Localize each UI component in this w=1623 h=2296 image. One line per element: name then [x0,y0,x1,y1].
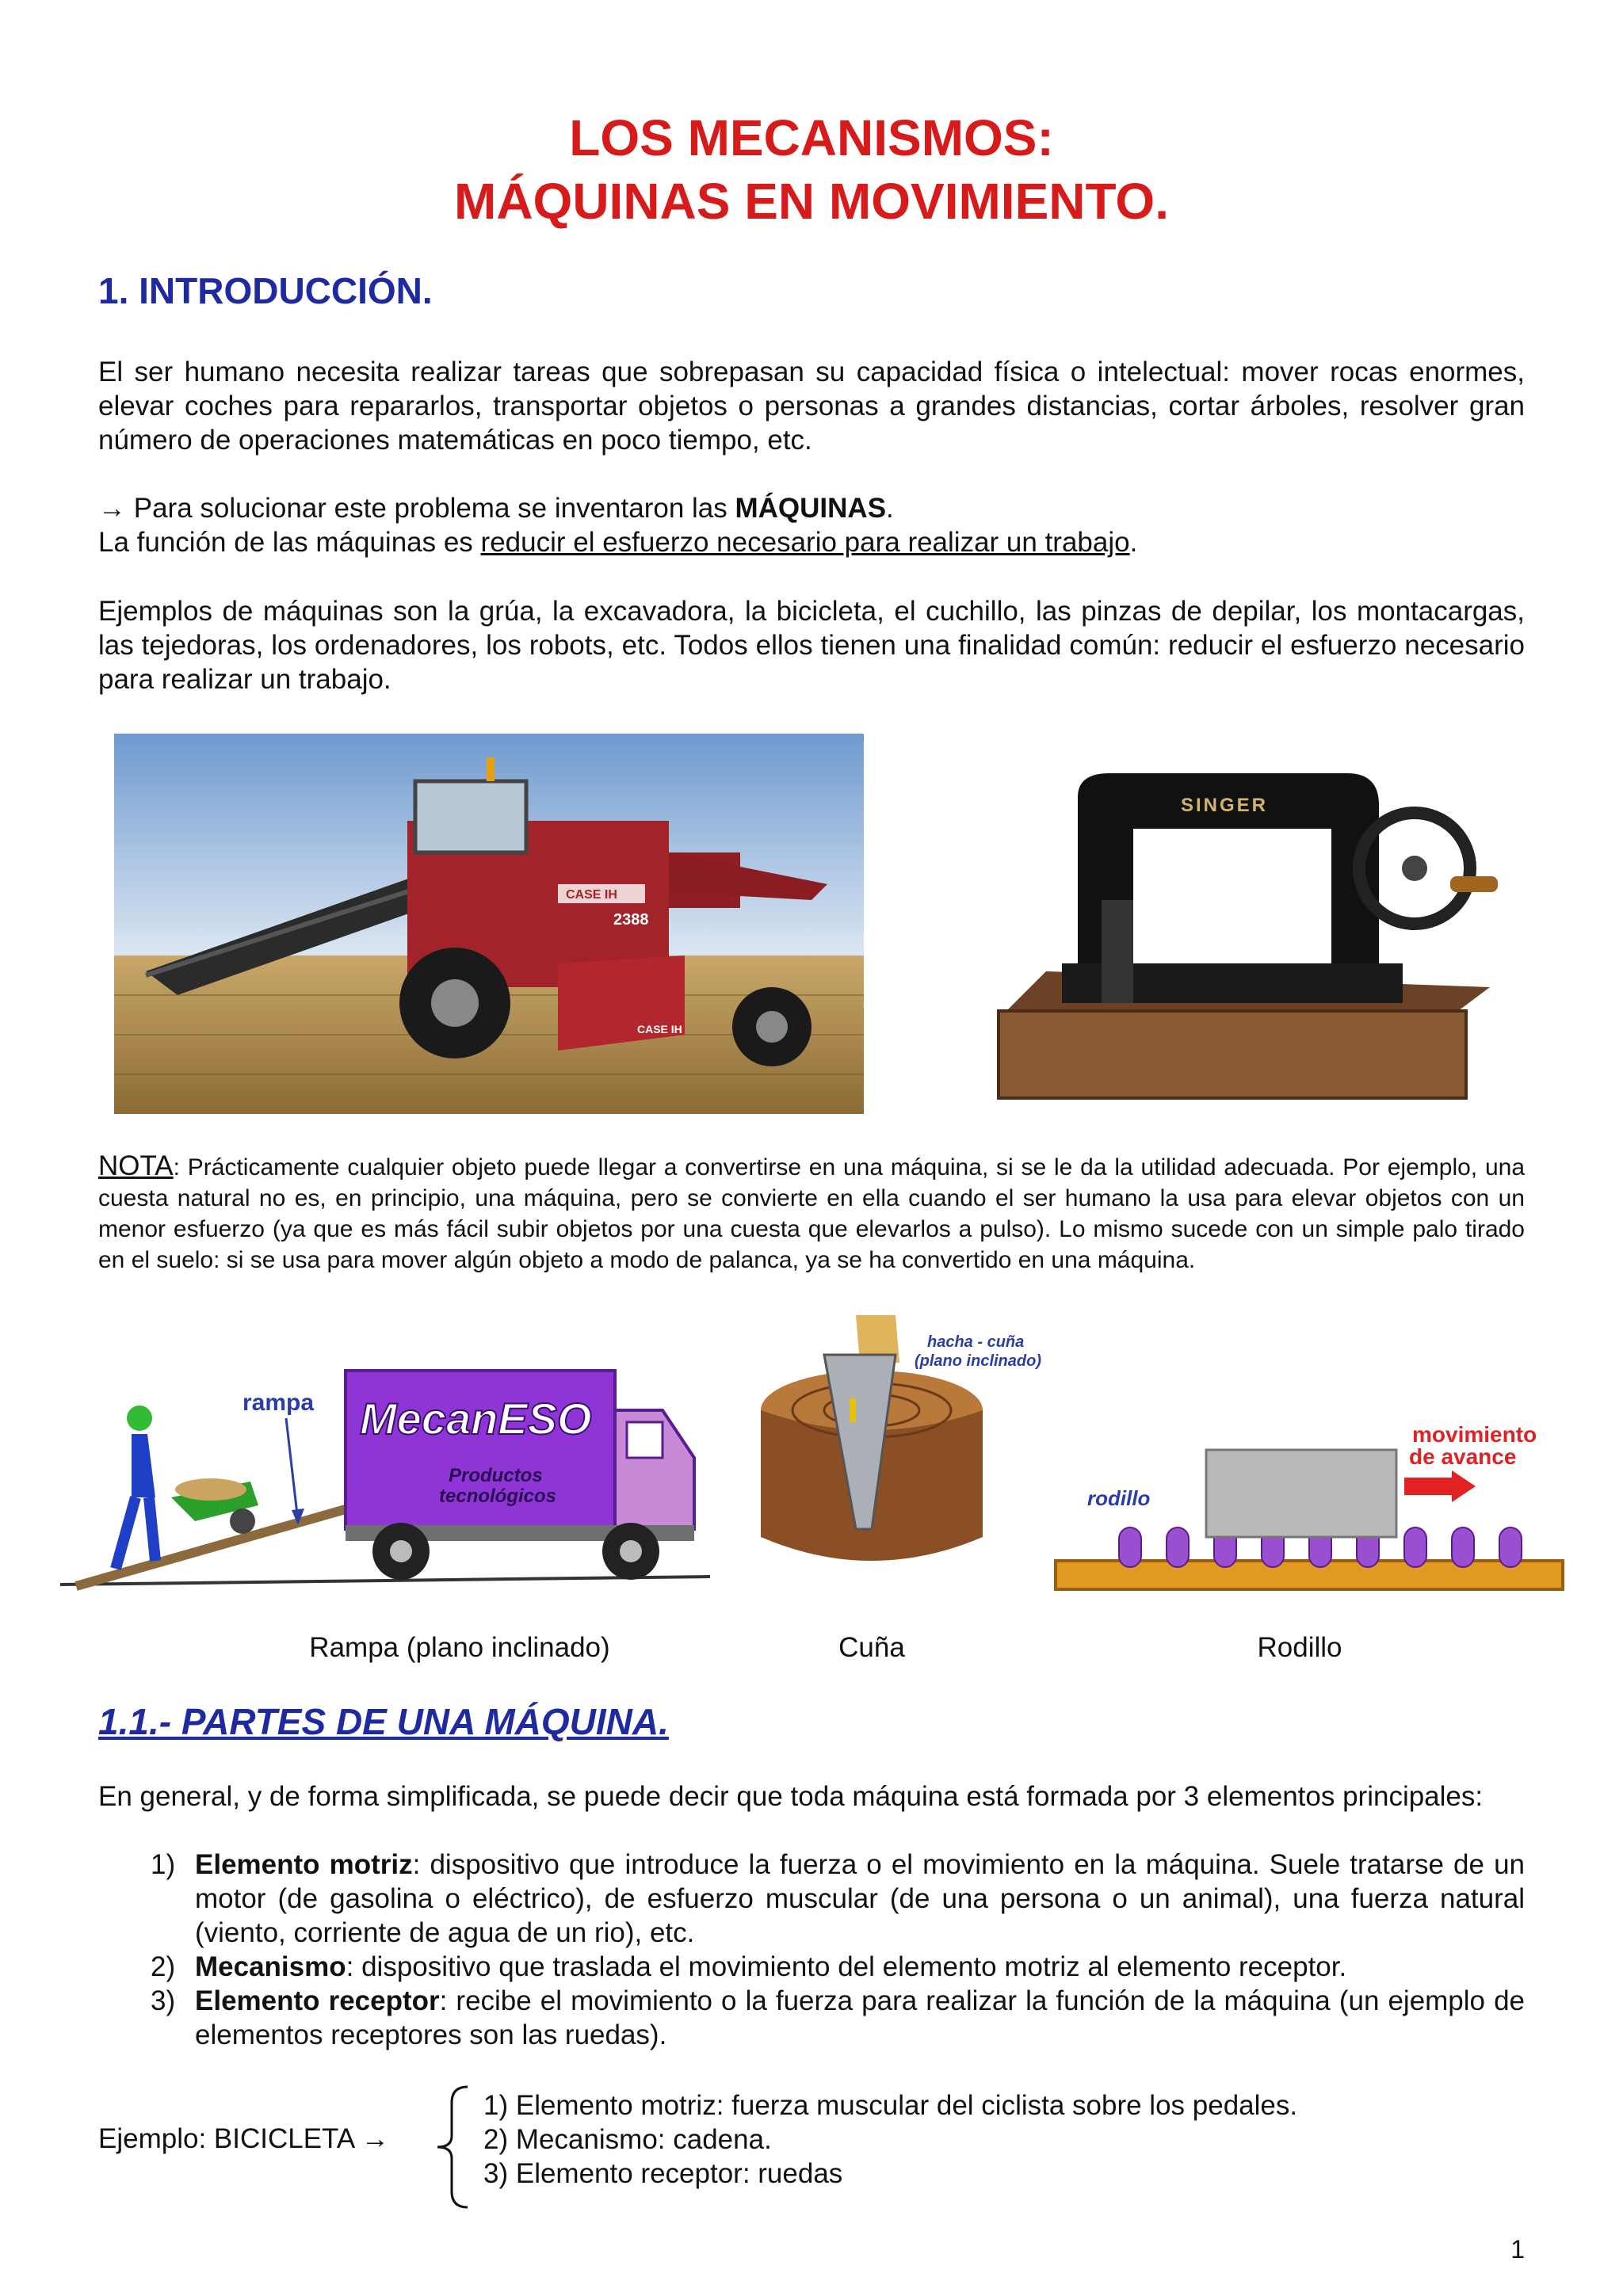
caption-wedge: Cuña [838,1632,905,1663]
list-item [151,1984,1525,2052]
harvester-header-label: CASE IH [637,1023,682,1035]
page-number: 1 [1510,2235,1525,2264]
ramp-illustration [60,1363,710,1600]
section-heading-partes: 1.1.- PARTES DE UNA MÁQUINA. [98,1701,669,1742]
list-item-term: Mecanismo [195,1951,346,1982]
axe-label-1: hacha - cuña [927,1333,1025,1351]
example-item: 1) Elemento motriz: fuerza muscular del ciclista sobre los pedales. [483,2090,1298,2121]
list-item-number: 2) [151,1951,176,1982]
motion-label-2: de avance [1409,1444,1517,1469]
function-text: La función de las máquinas es [98,527,481,558]
machines-period: . [886,493,894,524]
harvester-photo [114,734,864,1114]
caption-roller: Rodillo [1257,1632,1342,1663]
harvester-model-label: 2388 [613,911,649,929]
wedge-illustration [737,1299,1054,1600]
motion-label-1: movimiento [1412,1422,1537,1447]
roller-illustration [1048,1418,1571,1608]
machines-paragraph [98,491,1525,525]
example-label: Ejemplo: BICICLETA → [98,2123,389,2154]
list-item-text: : dispositivo que traslada el movimiento del elemento motriz al elemento receptor. [346,1951,1347,1982]
list-item-number: 1) [151,1849,176,1880]
parts-intro: En general, y de forma simplificada, se puede decir que toda máquina está formada por 3 elementos principales: [98,1781,1484,1812]
sewing-machine-photo [983,749,1509,1114]
sewing-machine-brand: SINGER [1181,795,1269,816]
list-item [151,1848,1525,1950]
example-item: 2) Mecanismo: cadena. [483,2124,772,2155]
section-heading-introduccion: 1. INTRODUCCIÓN. [98,270,433,311]
axe-label-2: (plano inclinado) [915,1352,1041,1370]
harvester-brand-label: CASE IH [566,888,617,902]
examples-paragraph: Ejemplos de máquinas son la grúa, la excavadora, la bicicleta, el cuchillo, las pinzas de depilar, los montacargas, las tejedoras, los ordenadores, los robots, etc. Todos ellos tienen una finalidad común: reducir el esfuerzo necesario para realizar un trabajo. [98,596,1525,695]
list-item-number: 3) [151,1985,176,2016]
function-period: . [1129,527,1138,558]
list-item-text: : recibe el movimiento o la fuerza para realizar la función de la máquina (un ejemplo de elementos receptores son las ruedas). [195,1985,1525,2050]
function-underline: reducir el esfuerzo necesario para realizar un trabajo [480,527,1130,558]
intro-paragraph: El ser humano necesita realizar tareas que sobrepasan su capacidad física o intelectual: mover rocas enormes, elevar coches para repararlos, transportar objetos o personas a grandes distancias, cortar árboles, resolver gran número de operaciones matemáticas en poco tiempo, etc. [98,357,1525,456]
list-item-term: Elemento receptor [195,1985,440,2016]
truck-sub-1: Productos [449,1465,543,1486]
example-item: 3) Elemento receptor: ruedas [483,2158,843,2189]
note-text: : Prácticamente cualquier objeto puede llegar a convertirse en una máquina, si se le da la utilidad adecuada. Por ejemplo, una cuesta natural no es, en principio, una máquina, pero se convierte en ella cuando el ser humano la usa para elevar objetos con un menor esfuerzo (ya que es más fácil subir objetos por una cuesta que elevarlos a pulso). Lo mismo sucede con un simple palo tirado en el suelo: si se usa para mover algún objeto a modo de palanca, ya se ha convertido en una máquina. [98,1154,1525,1273]
example-list [483,2088,1297,2191]
function-paragraph [98,525,1525,559]
note-paragraph [98,1150,1525,1276]
roller-label: rodillo [1087,1486,1151,1510]
parts-list [151,1848,1525,2052]
caption-ramp: Rampa (plano inclinado) [309,1632,610,1663]
page-title-line-2: MÁQUINAS EN MOVIMIENTO. [454,173,1169,230]
list-item-text: : dispositivo que introduce la fuerza o el movimiento en la máquina. Suele tratarse de un motor (de gasolina o eléctrico), de esfuerzo muscular (de una persona o un animal), una fuerza natural (viento, corriente de agua de un rio), etc. [195,1849,1525,1948]
list-item-term: Elemento motriz [195,1849,413,1880]
list-item [151,1950,1525,1984]
note-label: NOTA [98,1150,174,1181]
machines-text: → Para solucionar este problema se inventaron las [98,493,735,524]
truck-brand-text: MecanESO [360,1394,592,1444]
brace-icon [428,2084,475,2210]
machines-bold: MÁQUINAS [735,493,887,524]
page-title-line-1: LOS MECANISMOS: [569,109,1054,166]
ramp-label: rampa [242,1390,315,1416]
truck-sub-2: tecnológicos [439,1486,557,1507]
